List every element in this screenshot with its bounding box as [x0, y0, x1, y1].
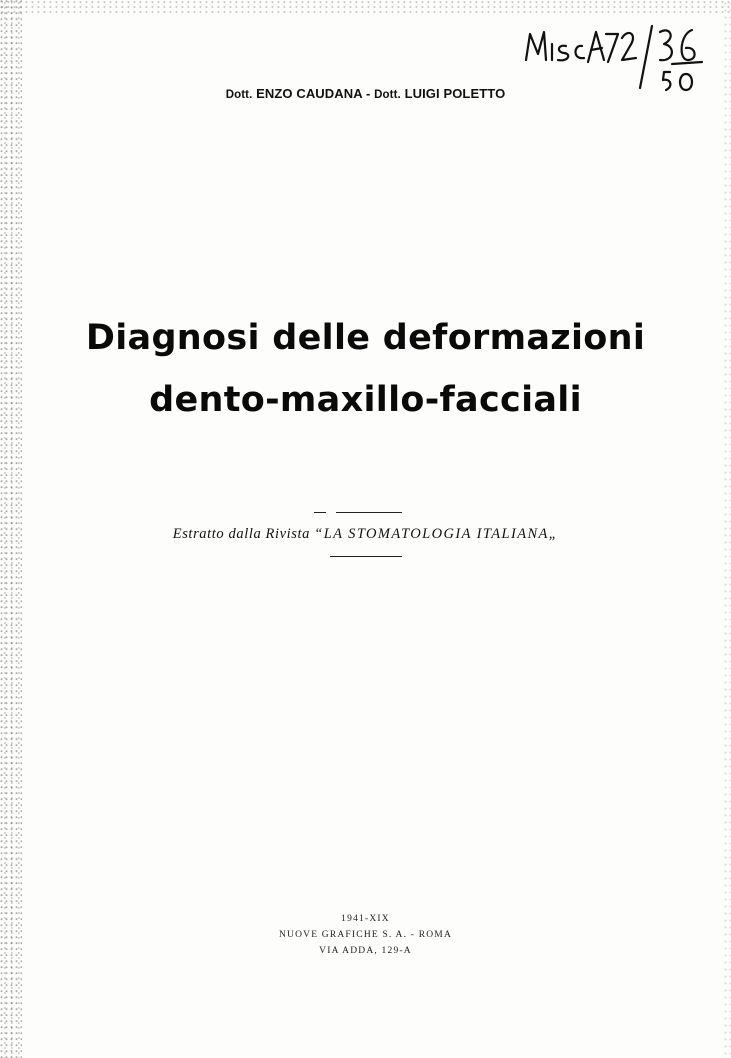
divider-upper — [336, 512, 402, 513]
author-2-name: LUIGI POLETTO — [404, 86, 506, 101]
scan-edge-top — [0, 0, 731, 16]
imprint-address: VIA ADDA, 129-A — [319, 946, 412, 956]
divider-lower — [330, 556, 402, 557]
author-1-prefix: Dott. — [225, 89, 253, 101]
title-line-2: dento-maxillo-facciali — [149, 380, 582, 420]
imprint-year: 1941-XIX — [341, 914, 390, 924]
authors-line — [0, 86, 731, 101]
title-line-1: Diagnosi delle deformazioni — [85, 318, 646, 358]
subtitle — [0, 526, 731, 543]
author-2-prefix: Dott. — [374, 89, 401, 101]
journal-name: “LA STOMATOLOGIA ITALIANA„ — [314, 526, 559, 542]
imprint-publisher: NUOVE GRAFICHE S. A. - ROMA — [278, 930, 453, 940]
author-separator: - — [366, 86, 371, 101]
handwritten-catalog-mark — [520, 16, 710, 96]
svg-text:Misc A72/36 50: Misc A72/36 50 — [520, 16, 527, 17]
divider-short — [314, 512, 326, 513]
author-1-name: ENZO CAUDANA — [256, 86, 363, 101]
subtitle-lead: Estratto dalla Rivista — [172, 526, 310, 542]
